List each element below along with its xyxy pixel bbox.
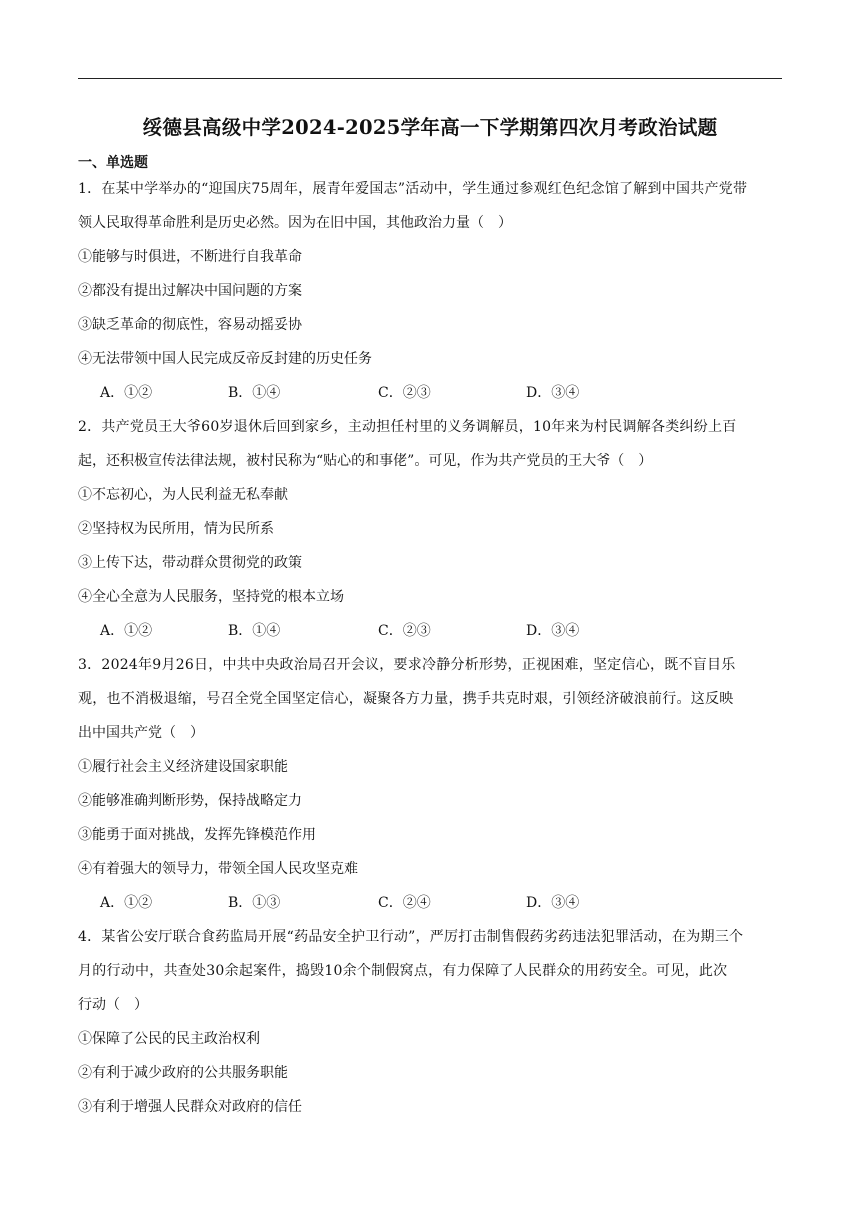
option-c: C．②③: [378, 623, 431, 639]
question-stem-line: 4．某省公安厅联合食药监局开展“药品安全护卫行动”，严厉打击制售假药劣药违法犯罪活动，在为期三个: [78, 929, 744, 945]
option-a: A．①②: [100, 385, 153, 401]
question-stem-line: 出中国共产党（ ）: [78, 725, 204, 741]
statement-item: ③能勇于面对挑战，发挥先锋模范作用: [78, 827, 316, 843]
header-rule: [78, 78, 782, 79]
option-b: B．①④: [228, 385, 281, 401]
option-d: D．③④: [526, 623, 580, 639]
statement-item: ①保障了公民的民主政治权利: [78, 1031, 260, 1047]
statement-item: ②有利于减少政府的公共服务职能: [78, 1065, 288, 1081]
question-stem-line: 1．在某中学举办的“迎国庆75周年，展青年爱国志”活动中，学生通过参观红色纪念馆了解到中国共产党带: [78, 181, 748, 197]
statement-item: ④有着强大的领导力，带领全国人民攻坚克难: [78, 861, 358, 877]
statement-item: ①不忘初心，为人民利益无私奉献: [78, 487, 288, 503]
answer-options: [78, 614, 782, 648]
statement-item: ①能够与时俱进，不断进行自我革命: [78, 249, 302, 265]
question-stem-line: 2．共产党员王大爷60岁退休后回到家乡，主动担任村里的义务调解员，10年来为村民调解各类纠纷上百: [78, 419, 737, 435]
statement-item: ③缺乏革命的彻底性，容易动摇妥协: [78, 317, 302, 333]
question-2: [78, 410, 782, 648]
statement-item: ④全心全意为人民服务，坚持党的根本立场: [78, 589, 344, 605]
option-c: C．②③: [378, 385, 431, 401]
option-d: D．③④: [526, 895, 580, 911]
option-c: C．②④: [378, 895, 431, 911]
question-stem-line: 月的行动中，共查处30余起案件，捣毁10余个制假窝点，有力保障了人民群众的用药安全。可见，此次: [78, 963, 728, 979]
statement-item: ③有利于增强人民群众对政府的信任: [78, 1099, 302, 1115]
exam-title: 绥德县高级中学2024-2025学年高一下学期第四次月考政治试题: [142, 116, 718, 139]
question-3: [78, 648, 782, 920]
question-stem-line: 观，也不消极退缩，号召全党全国坚定信心，凝聚各方力量，携手共克时艰，引领经济破浪前行。这反映: [78, 691, 734, 707]
question-stem-line: 3．2024年9月26日，中共中央政治局召开会议，要求冷静分析形势，正视困难，坚定信心，既不盲目乐: [78, 657, 736, 673]
question-1: [78, 172, 782, 410]
option-b: B．①④: [228, 623, 281, 639]
answer-options: [78, 376, 782, 410]
option-d: D．③④: [526, 385, 580, 401]
answer-options: [78, 886, 782, 920]
option-a: A．①②: [100, 623, 153, 639]
statement-item: ④无法带领中国人民完成反帝反封建的历史任务: [78, 351, 372, 367]
question-stem-line: 行动（ ）: [78, 997, 148, 1013]
statement-item: ②都没有提出过解决中国问题的方案: [78, 283, 302, 299]
question-4: [78, 920, 782, 1124]
question-list: [78, 172, 782, 1124]
option-a: A．①②: [100, 895, 153, 911]
section-heading: 一、单选题: [78, 155, 148, 171]
statement-item: ①履行社会主义经济建设国家职能: [78, 759, 288, 775]
statement-item: ②能够准确判断形势，保持战略定力: [78, 793, 302, 809]
question-stem-line: 起，还积极宣传法律法规，被村民称为“贴心的和事佬”。可见，作为共产党员的王大爷（ ）: [78, 453, 653, 469]
statement-item: ②坚持权为民所用，情为民所系: [78, 521, 274, 537]
question-stem-line: 领人民取得革命胜利是历史必然。因为在旧中国，其他政治力量（ ）: [78, 215, 512, 231]
option-b: B．①③: [228, 895, 281, 911]
statement-item: ③上传下达，带动群众贯彻党的政策: [78, 555, 302, 571]
